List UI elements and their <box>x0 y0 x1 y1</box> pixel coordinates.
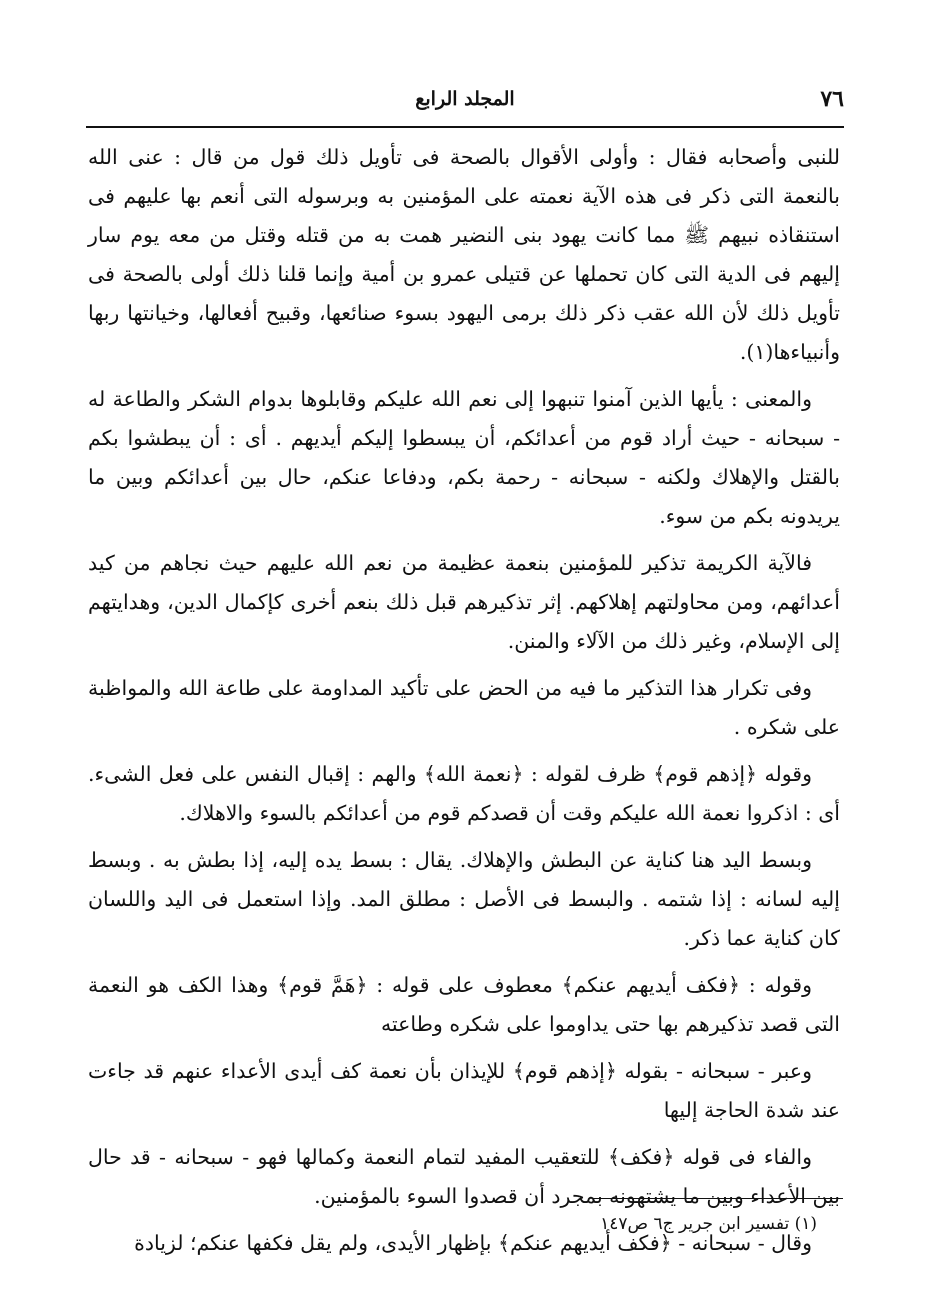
paragraph: وفى تكرار هذا التذكير ما فيه من الحض على تأكيد المداومة على طاعة الله والمواظبة على شكره . <box>88 676 840 739</box>
body-text <box>88 138 840 1271</box>
paragraph: والمعنى : يأيها الذين آمنوا تنبهوا إلى نعم الله عليكم وقابلوها بدوام الشكر والطاعة له - سبحانه - حيث أراد قوم من أعدائكم، أن يبسطوا إليكم أيديهم . أى : أن يبطشوا بكم بالقتل والإهلاك ولكنه - سبحانه - رحمة بكم، ودفاعا عنكم، حال بين أعدائكم وبين ما يريدونه بكم من سوء. <box>88 387 840 528</box>
footnote-divider <box>593 1198 843 1199</box>
running-head: المجلد الرابع <box>415 88 515 110</box>
paragraph: للنبى وأصحابه فقال : وأولى الأقوال بالصحة فى تأويل ذلك قول من قال : عنى الله بالنعمة التى ذكر فى هذه الآية نعمته على المؤمنين به وبرسوله التى أنعم بها عليهم فى استنقاذه نبيهم ﷺ مما كانت يهود بنى النضير همت به من قتله وقتل من معه يوم سار إليهم فى الدية التى كان تحملها عن قتيلى عمرو بن أمية وإنما قلنا ذلك أولى بالصحة فى تأويل ذلك لأن الله عقب ذكر ذلك برمى اليهود بسوء صنائعها، وقبيح أفعالها، وخيانتها ربها وأنبياءها(١). <box>88 145 840 364</box>
footnote: (١) تفسير ابن جرير ج٦ ص١٤٧ <box>600 1214 817 1234</box>
paragraph: وقوله ﴿إذهم قوم﴾ ظرف لقوله : ﴿نعمة الله﴾ والهم : إقبال النفس على فعل الشىء. أى : اذكروا نعمة الله عليكم وقت أن قصدكم قوم من أعدائكم بالسوء والاهلاك. <box>88 762 840 825</box>
page-header <box>86 82 844 122</box>
paragraph: وقوله : ﴿فكف أيديهم عنكم﴾ معطوف على قوله : ﴿هَمَّ قوم﴾ وهذا الكف هو النعمة التى قصد تذكيرهم بها حتى يداوموا على شكره وطاعته <box>88 973 840 1036</box>
paragraph: وقال - سبحانه - ﴿فكف أيديهم عنكم﴾ بإظهار الأيدى، ولم يقل فكفها عنكم؛ لزيادة <box>134 1231 812 1255</box>
header-divider <box>86 126 844 128</box>
paragraph: وبسط اليد هنا كناية عن البطش والإهلاك. يقال : بسط يده إليه، إذا بطش به . وبسط إليه لسانه : إذا شتمه . والبسط فى الأصل : مطلق المد. وإذا استعمل فى اليد واللسان كان كناية عما ذكر. <box>88 848 840 950</box>
page-number: ٧٦ <box>820 86 844 112</box>
paragraph: والفاء فى قوله ﴿فكف﴾ للتعقيب المفيد لتمام النعمة وكمالها فهو - سبحانه - قد حال بين الأعداء وبين ما يشتهونه بمجرد أن قصدوا السوء بالمؤمنين. <box>88 1145 840 1208</box>
paragraph: فالآية الكريمة تذكير للمؤمنين بنعمة عظيمة من نعم الله عليهم حيث نجاهم من كيد أعدائهم، ومن محاولتهم إهلاكهم. إثر تذكيرهم قبل ذلك بنعم أخرى كإكمال الدين، وهدايتهم إلى الإسلام، وغير ذلك من الآلاء والمنن. <box>88 551 840 653</box>
paragraph: وعبر - سبحانه - بقوله ﴿إذهم قوم﴾ للإيذان بأن نعمة كف أيدى الأعداء عنهم قد جاءت عند شدة الحاجة إليها <box>88 1059 840 1122</box>
